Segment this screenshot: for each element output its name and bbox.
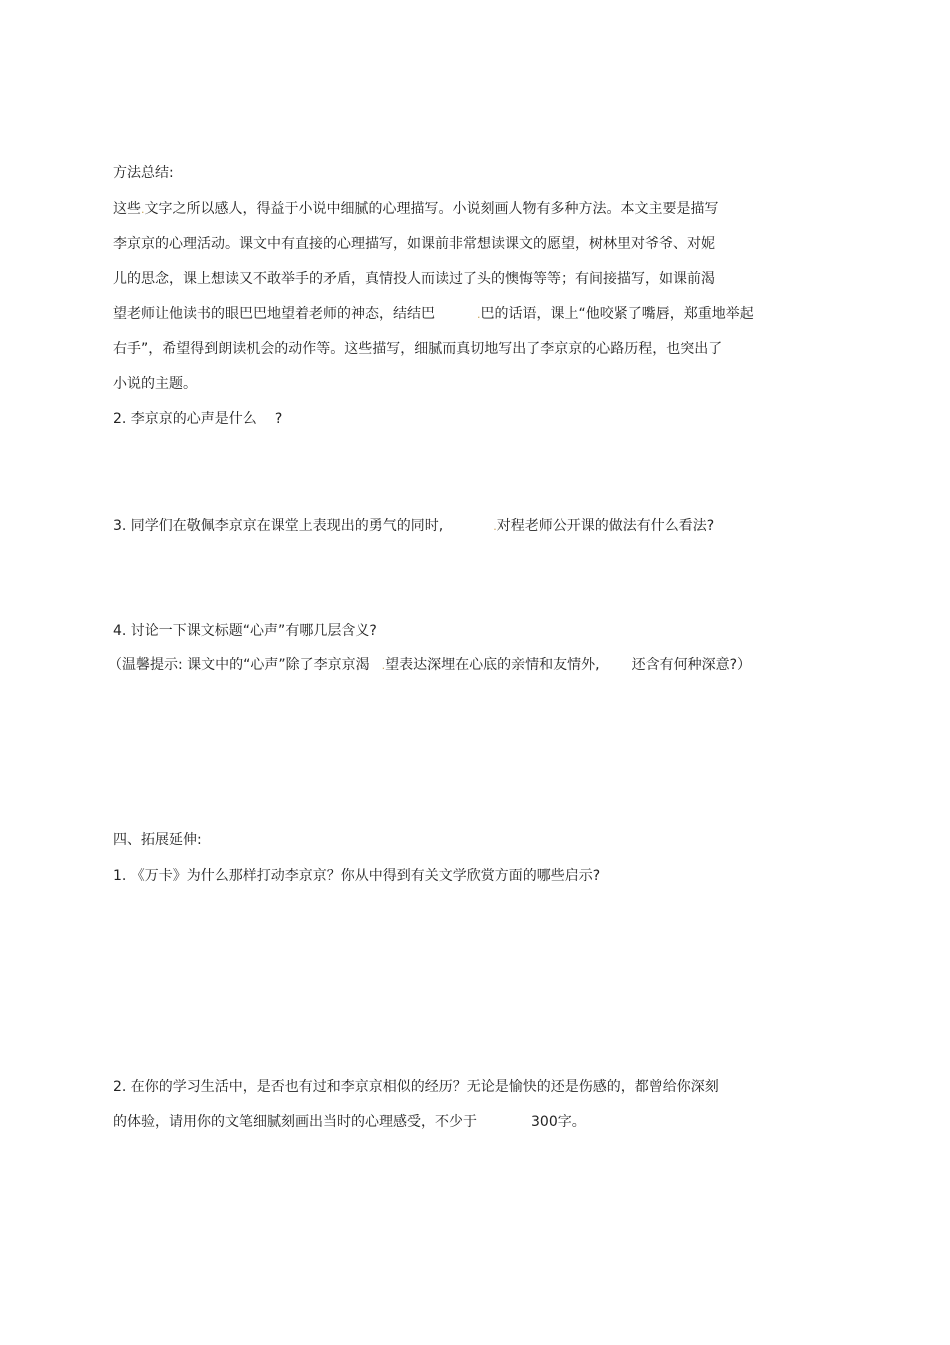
question-4-hint: （温馨提示: 课文中的“心声”除了李京京渴 .望表达深埋在心底的亲情和友情外, 还含有何种深意?） [108, 657, 752, 673]
extension-question-2-line-1: 2. 在你的学习生活中，是否也有过和李京京相似的经历？无论是愉快的还是伤感的，都曾给你深刻 [113, 1079, 719, 1095]
question-3: 3. 同学们在敬佩李京京在课堂上表现出的勇气的同时, .对程老师公开课的做法有什么看法? [113, 518, 715, 534]
question-4: 4. 讨论一下课文标题“心声”有哪几层含义? [113, 623, 377, 639]
summary-line-2: 李京京的心理活动。课文中有直接的心理描写，如课前非常想读课文的愿望，树林里对爷爷、对妮 [113, 236, 715, 252]
question-2: 2. 李京京的心声是什么 ? [113, 411, 283, 427]
method-summary-heading: 方法总结: [113, 165, 174, 181]
extension-heading: 四、拓展延伸: [113, 832, 202, 848]
summary-line-6: 小说的主题。 [113, 376, 197, 392]
summary-line-3: 儿的思念，课上想读又不敢举手的矛盾，真情投人而读过了头的懊悔等等；有间接描写，如课前渴 [113, 271, 715, 287]
extension-question-1: 1. 《万卡》为什么那样打动李京京？你从中得到有关文学欣赏方面的哪些启示? [113, 868, 601, 884]
summary-line-5: 右手”，希望得到朗读机会的动作等。这些描写，细腻而真切地写出了李京京的心路历程，也突出了 [113, 341, 723, 357]
summary-line-1: 这些.文字之所以感人，得益于小说中细腻的心理描写。小说刻画人物有多种方法。本文主要是描写 [113, 201, 719, 217]
extension-question-2-line-2: 的体验，请用你的文笔细腻刻画出当时的心理感受，不少于 300字。 [113, 1114, 586, 1130]
summary-line-4: 望老师让他读书的眼巴巴地望着老师的神态，结结巴 .巴的话语，课上“他咬紧了嘴唇，郑重地举起 [113, 306, 754, 322]
